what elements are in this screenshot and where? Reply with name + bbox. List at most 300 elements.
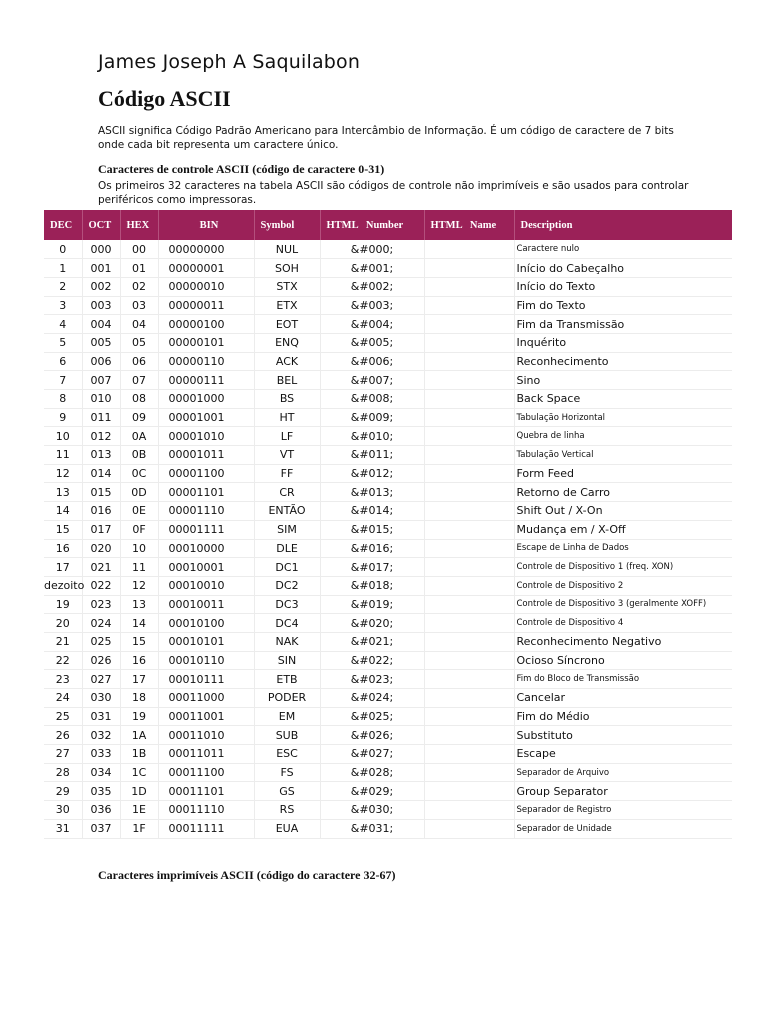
cell-description: Tabulação Horizontal (514, 408, 732, 427)
printable-section-heading: Caracteres imprimíveis ASCII (código do caractere 32-67) (98, 868, 396, 882)
cell-html-number: &#011; (320, 446, 424, 465)
cell-oct: 020 (82, 539, 120, 558)
control-section-heading: Caracteres de controle ASCII (código de caractere 0-31) (98, 162, 385, 176)
cell-description: Retorno de Carro (514, 483, 732, 502)
cell-description: Form Feed (514, 464, 732, 483)
author-name: James Joseph A Saquilabon (98, 51, 361, 73)
cell-hex: 07 (120, 371, 158, 390)
cell-dec: 3 (44, 296, 82, 315)
cell-oct: 010 (82, 390, 120, 409)
cell-oct: 030 (82, 689, 120, 708)
cell-bin: 00001010 (158, 427, 254, 446)
cell-html-number: &#004; (320, 315, 424, 334)
cell-description: Quebra de linha (514, 427, 732, 446)
cell-symbol: FF (254, 464, 320, 483)
cell-dec: 16 (44, 539, 82, 558)
cell-html-name (424, 483, 514, 502)
cell-hex: 08 (120, 390, 158, 409)
cell-hex: 12 (120, 576, 158, 595)
cell-oct: 003 (82, 296, 120, 315)
cell-html-name (424, 333, 514, 352)
cell-dec: 14 (44, 502, 82, 521)
cell-html-number: &#027; (320, 745, 424, 764)
cell-html-name (424, 558, 514, 577)
cell-symbol: EM (254, 707, 320, 726)
table-row (44, 502, 732, 521)
cell-html-name (424, 707, 514, 726)
cell-dec: dezoito (44, 576, 82, 595)
ascii-table-container (44, 210, 732, 839)
cell-oct: 012 (82, 427, 120, 446)
header-dec: DEC (44, 210, 82, 240)
cell-html-name (424, 390, 514, 409)
cell-dec: 10 (44, 427, 82, 446)
cell-description: Caractere nulo (514, 240, 732, 259)
cell-bin: 00000101 (158, 333, 254, 352)
cell-html-number: &#006; (320, 352, 424, 371)
cell-symbol: BS (254, 390, 320, 409)
cell-description: Separador de Arquivo (514, 763, 732, 782)
table-row (44, 819, 732, 838)
cell-html-number: &#003; (320, 296, 424, 315)
cell-description: Sino (514, 371, 732, 390)
cell-description: Separador de Registro (514, 801, 732, 820)
cell-dec: 21 (44, 632, 82, 651)
cell-dec: 29 (44, 782, 82, 801)
cell-dec: 24 (44, 689, 82, 708)
cell-description: Início do Cabeçalho (514, 259, 732, 278)
cell-description: Fim da Transmissão (514, 315, 732, 334)
cell-symbol: DC1 (254, 558, 320, 577)
table-row (44, 670, 732, 689)
cell-dec: 31 (44, 819, 82, 838)
table-row (44, 296, 732, 315)
cell-symbol: DC2 (254, 576, 320, 595)
cell-bin: 00010110 (158, 651, 254, 670)
cell-symbol: EOT (254, 315, 320, 334)
cell-hex: 18 (120, 689, 158, 708)
cell-html-name (424, 408, 514, 427)
cell-bin: 00011100 (158, 763, 254, 782)
cell-bin: 00000111 (158, 371, 254, 390)
cell-symbol: BEL (254, 371, 320, 390)
cell-dec: 22 (44, 651, 82, 670)
cell-hex: 0B (120, 446, 158, 465)
cell-html-name (424, 670, 514, 689)
cell-bin: 00001100 (158, 464, 254, 483)
cell-bin: 00011010 (158, 726, 254, 745)
cell-dec: 2 (44, 277, 82, 296)
cell-bin: 00001111 (158, 520, 254, 539)
cell-symbol: CR (254, 483, 320, 502)
cell-description: Reconhecimento Negativo (514, 632, 732, 651)
cell-dec: 4 (44, 315, 82, 334)
table-body (44, 240, 732, 838)
cell-bin: 00011000 (158, 689, 254, 708)
cell-symbol: DLE (254, 539, 320, 558)
cell-oct: 032 (82, 726, 120, 745)
table-row (44, 745, 732, 764)
table-row (44, 576, 732, 595)
cell-oct: 001 (82, 259, 120, 278)
table-row (44, 352, 732, 371)
cell-oct: 004 (82, 315, 120, 334)
cell-oct: 027 (82, 670, 120, 689)
cell-hex: 00 (120, 240, 158, 259)
cell-hex: 0E (120, 502, 158, 521)
cell-bin: 00010001 (158, 558, 254, 577)
cell-oct: 016 (82, 502, 120, 521)
cell-symbol: GS (254, 782, 320, 801)
cell-html-number: &#025; (320, 707, 424, 726)
table-row (44, 614, 732, 633)
cell-bin: 00001001 (158, 408, 254, 427)
cell-html-number: &#001; (320, 259, 424, 278)
cell-html-name (424, 352, 514, 371)
cell-hex: 0C (120, 464, 158, 483)
cell-description: Tabulação Vertical (514, 446, 732, 465)
table-row (44, 240, 732, 259)
cell-description: Separador de Unidade (514, 819, 732, 838)
cell-oct: 026 (82, 651, 120, 670)
cell-description: Group Separator (514, 782, 732, 801)
table-row (44, 446, 732, 465)
cell-hex: 11 (120, 558, 158, 577)
cell-description: Controle de Dispositivo 1 (freq. XON) (514, 558, 732, 577)
cell-html-number: &#012; (320, 464, 424, 483)
cell-hex: 04 (120, 315, 158, 334)
cell-bin: 00011011 (158, 745, 254, 764)
cell-oct: 036 (82, 801, 120, 820)
cell-hex: 06 (120, 352, 158, 371)
cell-symbol: NUL (254, 240, 320, 259)
cell-bin: 00000110 (158, 352, 254, 371)
cell-hex: 1B (120, 745, 158, 764)
cell-oct: 022 (82, 576, 120, 595)
cell-html-number: &#026; (320, 726, 424, 745)
cell-html-number: &#024; (320, 689, 424, 708)
cell-description: Inquérito (514, 333, 732, 352)
cell-description: Mudança em / X-Off (514, 520, 732, 539)
cell-dec: 27 (44, 745, 82, 764)
cell-html-number: &#010; (320, 427, 424, 446)
cell-html-number: &#019; (320, 595, 424, 614)
cell-symbol: HT (254, 408, 320, 427)
header-hex: HEX (120, 210, 158, 240)
cell-html-name (424, 446, 514, 465)
cell-dec: 19 (44, 595, 82, 614)
cell-hex: 10 (120, 539, 158, 558)
cell-html-number: &#014; (320, 502, 424, 521)
cell-symbol: PODER (254, 689, 320, 708)
cell-symbol: DC4 (254, 614, 320, 633)
table-row (44, 595, 732, 614)
cell-oct: 002 (82, 277, 120, 296)
table-row (44, 483, 732, 502)
cell-html-number: &#016; (320, 539, 424, 558)
cell-dec: 17 (44, 558, 82, 577)
cell-html-number: &#009; (320, 408, 424, 427)
cell-hex: 03 (120, 296, 158, 315)
cell-hex: 09 (120, 408, 158, 427)
table-row (44, 558, 732, 577)
table-row (44, 408, 732, 427)
cell-dec: 23 (44, 670, 82, 689)
table-row (44, 390, 732, 409)
cell-html-number: &#002; (320, 277, 424, 296)
cell-html-number: &#031; (320, 819, 424, 838)
intro-paragraph: ASCII significa Código Padrão Americano para Intercâmbio de Informação. É um código de caractere de 7 bits onde cada bit representa um caractere único. (98, 125, 674, 151)
cell-html-name (424, 277, 514, 296)
cell-symbol: ESC (254, 745, 320, 764)
cell-html-name (424, 763, 514, 782)
cell-hex: 1A (120, 726, 158, 745)
cell-html-number: &#000; (320, 240, 424, 259)
cell-html-number: &#023; (320, 670, 424, 689)
cell-dec: 26 (44, 726, 82, 745)
cell-html-name (424, 371, 514, 390)
cell-html-name (424, 614, 514, 633)
cell-html-name (424, 259, 514, 278)
cell-symbol: ETX (254, 296, 320, 315)
header-html-number: HTML Number (320, 210, 424, 240)
cell-oct: 000 (82, 240, 120, 259)
cell-html-number: &#005; (320, 333, 424, 352)
cell-html-name (424, 427, 514, 446)
cell-bin: 00000000 (158, 240, 254, 259)
cell-html-number: &#007; (320, 371, 424, 390)
cell-symbol: ETB (254, 670, 320, 689)
cell-dec: 28 (44, 763, 82, 782)
header-html-name: HTML Name (424, 210, 514, 240)
cell-description: Controle de Dispositivo 2 (514, 576, 732, 595)
cell-html-name (424, 689, 514, 708)
cell-oct: 013 (82, 446, 120, 465)
cell-html-name (424, 520, 514, 539)
cell-dec: 25 (44, 707, 82, 726)
cell-bin: 00000011 (158, 296, 254, 315)
cell-hex: 1C (120, 763, 158, 782)
cell-hex: 0A (120, 427, 158, 446)
cell-bin: 00010000 (158, 539, 254, 558)
cell-dec: 11 (44, 446, 82, 465)
cell-html-name (424, 819, 514, 838)
cell-description: Shift Out / X-On (514, 502, 732, 521)
cell-description: Controle de Dispositivo 3 (geralmente XOFF) (514, 595, 732, 614)
cell-html-number: &#030; (320, 801, 424, 820)
cell-description: Início do Texto (514, 277, 732, 296)
cell-bin: 00001101 (158, 483, 254, 502)
cell-oct: 005 (82, 333, 120, 352)
header-description: Description (520, 219, 573, 231)
cell-oct: 034 (82, 763, 120, 782)
cell-bin: 00000001 (158, 259, 254, 278)
cell-bin: 00011110 (158, 801, 254, 820)
cell-bin: 00010111 (158, 670, 254, 689)
cell-symbol: ENQ (254, 333, 320, 352)
cell-dec: 9 (44, 408, 82, 427)
cell-bin: 00000100 (158, 315, 254, 334)
cell-html-number: &#008; (320, 390, 424, 409)
table-row (44, 707, 732, 726)
cell-symbol: ENTÃO (254, 502, 320, 521)
cell-oct: 021 (82, 558, 120, 577)
cell-oct: 011 (82, 408, 120, 427)
cell-oct: 024 (82, 614, 120, 633)
cell-html-name (424, 315, 514, 334)
cell-symbol: SIM (254, 520, 320, 539)
cell-bin: 00010011 (158, 595, 254, 614)
cell-html-number: &#029; (320, 782, 424, 801)
cell-description: Escape de Linha de Dados (514, 539, 732, 558)
cell-html-number: &#015; (320, 520, 424, 539)
cell-html-name (424, 539, 514, 558)
cell-symbol: SIN (254, 651, 320, 670)
cell-hex: 0F (120, 520, 158, 539)
cell-oct: 023 (82, 595, 120, 614)
cell-symbol: FS (254, 763, 320, 782)
cell-dec: 6 (44, 352, 82, 371)
cell-hex: 1E (120, 801, 158, 820)
cell-symbol: ACK (254, 352, 320, 371)
cell-bin: 00011001 (158, 707, 254, 726)
cell-hex: 05 (120, 333, 158, 352)
cell-description: Escape (514, 745, 732, 764)
cell-html-name (424, 464, 514, 483)
cell-description: Fim do Bloco de Transmissão (514, 670, 732, 689)
cell-bin: 00010101 (158, 632, 254, 651)
cell-bin: 00001011 (158, 446, 254, 465)
cell-hex: 17 (120, 670, 158, 689)
cell-hex: 01 (120, 259, 158, 278)
cell-description: Fim do Médio (514, 707, 732, 726)
ascii-control-table (44, 210, 732, 839)
cell-oct: 033 (82, 745, 120, 764)
cell-hex: 19 (120, 707, 158, 726)
table-row (44, 689, 732, 708)
cell-oct: 025 (82, 632, 120, 651)
cell-html-number: &#020; (320, 614, 424, 633)
cell-html-number: &#018; (320, 576, 424, 595)
cell-html-name (424, 801, 514, 820)
cell-html-number: &#028; (320, 763, 424, 782)
table-row (44, 427, 732, 446)
table-row (44, 277, 732, 296)
cell-dec: 8 (44, 390, 82, 409)
cell-symbol: RS (254, 801, 320, 820)
cell-bin: 00010010 (158, 576, 254, 595)
cell-oct: 015 (82, 483, 120, 502)
cell-dec: 20 (44, 614, 82, 633)
cell-description: Controle de Dispositivo 4 (514, 614, 732, 633)
cell-oct: 031 (82, 707, 120, 726)
table-row (44, 726, 732, 745)
cell-dec: 0 (44, 240, 82, 259)
cell-hex: 16 (120, 651, 158, 670)
cell-symbol: SUB (254, 726, 320, 745)
table-row (44, 371, 732, 390)
cell-hex: 14 (120, 614, 158, 633)
table-row (44, 782, 732, 801)
cell-symbol: VT (254, 446, 320, 465)
cell-dec: 7 (44, 371, 82, 390)
cell-description: Fim do Texto (514, 296, 732, 315)
cell-html-number: &#017; (320, 558, 424, 577)
table-row (44, 464, 732, 483)
cell-bin: 00001000 (158, 390, 254, 409)
header-bin: BIN (158, 210, 254, 240)
cell-hex: 1F (120, 819, 158, 838)
cell-html-name (424, 595, 514, 614)
cell-oct: 017 (82, 520, 120, 539)
table-row (44, 539, 732, 558)
cell-description: Reconhecimento (514, 352, 732, 371)
cell-dec: 1 (44, 259, 82, 278)
cell-oct: 037 (82, 819, 120, 838)
table-row (44, 651, 732, 670)
cell-html-name (424, 502, 514, 521)
cell-dec: 12 (44, 464, 82, 483)
cell-hex: 13 (120, 595, 158, 614)
cell-symbol: LF (254, 427, 320, 446)
cell-html-number: &#021; (320, 632, 424, 651)
cell-html-name (424, 726, 514, 745)
table-row (44, 801, 732, 820)
table-row (44, 632, 732, 651)
table-header-row (44, 210, 732, 240)
table-row (44, 259, 732, 278)
cell-bin: 00011101 (158, 782, 254, 801)
cell-bin: 00000010 (158, 277, 254, 296)
cell-hex: 1D (120, 782, 158, 801)
cell-html-name (424, 651, 514, 670)
cell-html-name (424, 782, 514, 801)
cell-hex: 0D (120, 483, 158, 502)
cell-description: Ocioso Síncrono (514, 651, 732, 670)
control-section-text: Os primeiros 32 caracteres na tabela ASCII são códigos de controle não imprimíveis e são usados para controlar periféricos como impressoras. (98, 180, 689, 206)
cell-html-name (424, 632, 514, 651)
cell-hex: 15 (120, 632, 158, 651)
cell-html-number: &#013; (320, 483, 424, 502)
cell-oct: 006 (82, 352, 120, 371)
cell-hex: 02 (120, 277, 158, 296)
cell-html-name (424, 296, 514, 315)
cell-bin: 00010100 (158, 614, 254, 633)
cell-bin: 00001110 (158, 502, 254, 521)
cell-description: Cancelar (514, 689, 732, 708)
cell-symbol: EUA (254, 819, 320, 838)
cell-oct: 007 (82, 371, 120, 390)
cell-html-name (424, 240, 514, 259)
header-oct: OCT (82, 210, 120, 240)
cell-dec: 30 (44, 801, 82, 820)
table-row (44, 520, 732, 539)
cell-symbol: SOH (254, 259, 320, 278)
cell-bin: 00011111 (158, 819, 254, 838)
cell-symbol: DC3 (254, 595, 320, 614)
cell-html-name (424, 576, 514, 595)
table-row (44, 333, 732, 352)
cell-html-name (424, 745, 514, 764)
cell-symbol: NAK (254, 632, 320, 651)
cell-oct: 014 (82, 464, 120, 483)
cell-dec: 15 (44, 520, 82, 539)
cell-oct: 035 (82, 782, 120, 801)
table-row (44, 315, 732, 334)
cell-dec: 13 (44, 483, 82, 502)
cell-html-number: &#022; (320, 651, 424, 670)
cell-symbol: STX (254, 277, 320, 296)
